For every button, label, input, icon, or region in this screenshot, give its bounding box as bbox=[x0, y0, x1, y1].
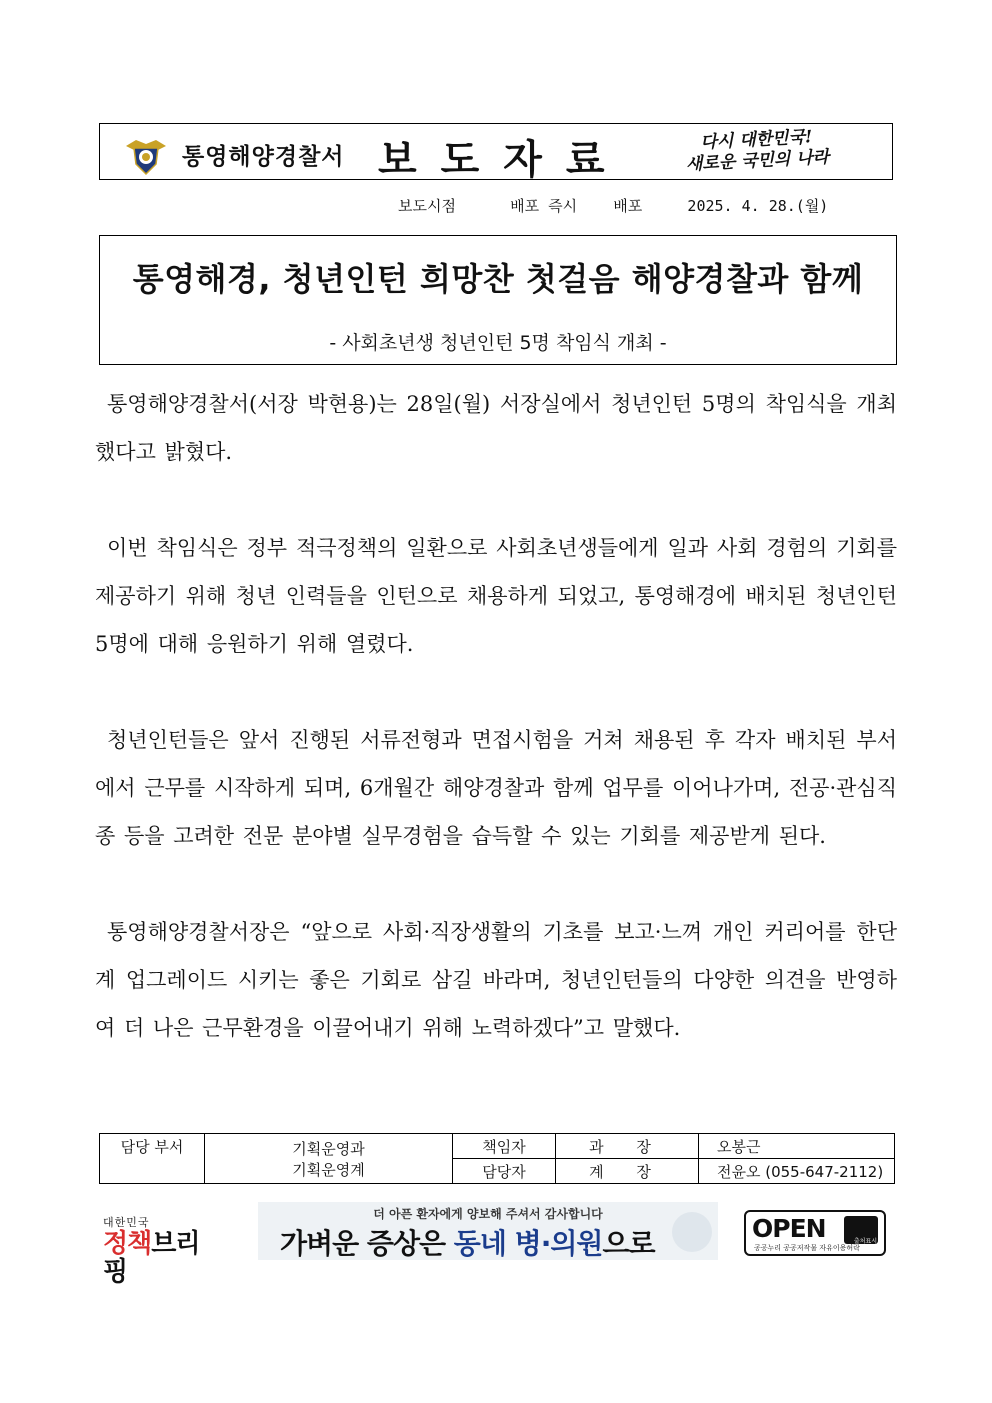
dept-unit-cell bbox=[205, 1134, 453, 1184]
position-cell: 계 장 bbox=[556, 1159, 699, 1184]
campaign-banner[interactable] bbox=[258, 1202, 718, 1260]
headline-subtitle: - 사회초년생 청년인턴 5명 착임식 개최 - bbox=[329, 332, 667, 354]
contact-table bbox=[99, 1133, 895, 1184]
release-label: 보도시점 bbox=[398, 197, 456, 215]
banner-small-text: 더 아픈 환자에게 양보해 주셔서 감사합니다 bbox=[373, 1207, 603, 1221]
open-text: OPEN bbox=[752, 1214, 826, 1243]
dept-line-2: 기획운영계 bbox=[292, 1160, 365, 1179]
paragraph: 통영해양경찰서(서장 박현용)는 28일(월) 서장실에서 청년인턴 5명의 착임식을 개최했다고 밝혔다. bbox=[95, 392, 897, 464]
banner-big-c: 으로 bbox=[602, 1227, 655, 1260]
release-info bbox=[398, 195, 828, 216]
position-cell: 과 장 bbox=[556, 1134, 699, 1159]
open-license-badge[interactable] bbox=[744, 1210, 886, 1256]
paragraph: 청년인턴들은 앞서 진행된 서류전형과 면접시험을 거쳐 채용된 후 각자 배치된 부서에서 근무를 시작하게 되며, 6개월간 해양경찰과 함께 업무를 이어나가며, 전공·관심직종 등을 고려한 전문 분야별 실무경험을 습득할 수 있는 기회를 제공받게 된다. bbox=[95, 728, 897, 848]
slogan-line-1: 다시 대한민국! bbox=[700, 127, 813, 153]
brief-big-text bbox=[103, 1230, 213, 1286]
brief-big-b: 브리핑 bbox=[103, 1229, 200, 1287]
footer bbox=[0, 1200, 992, 1287]
slogan bbox=[661, 125, 853, 177]
dept-line-1: 기획운영과 bbox=[292, 1139, 365, 1158]
dept-label-cell: 담당 부서 bbox=[100, 1134, 205, 1184]
policy-briefing-logo[interactable] bbox=[103, 1214, 213, 1286]
release-date: 2025. 4. 28.(월) bbox=[687, 197, 829, 215]
name-cell: 전윤오 (055-647-2112) bbox=[699, 1159, 895, 1184]
press-release-title: 보도자료 bbox=[378, 136, 629, 183]
brief-big-a: 정책 bbox=[103, 1229, 152, 1259]
headline-box bbox=[99, 235, 897, 365]
banner-big-a: 가벼운 증상은 bbox=[280, 1227, 454, 1260]
role-cell: 담당자 bbox=[453, 1159, 556, 1184]
open-badge-text: 출처표시 bbox=[853, 1238, 877, 1245]
article-body bbox=[95, 380, 897, 1100]
paragraph: 통영해양경찰서장은 “앞으로 사회·직장생활의 기초를 보고·느껴 개인 커리어를 한단계 업그레이드 시키는 좋은 기회로 삼길 바라며, 청년인턴들의 다양한 의견을 반영하여 더 나은 근무환경을 이끌어내기 위해 노력하겠다”고 말했다. bbox=[95, 920, 897, 1040]
banner-big-b: 동네 병·의원 bbox=[453, 1227, 603, 1260]
paragraph: 이번 착임식은 정부 적극정책의 일환으로 사회초년생들에게 일과 사회 경험의 기회를 제공하기 위해 청년 인력들을 인턴으로 채용하게 되었고, 통영해경에 배치된 청년인턴 5명에 대해 응원하기 위해 열렸다. bbox=[95, 536, 897, 656]
name-cell: 오봉근 bbox=[699, 1134, 895, 1159]
distribution-label: 배포 bbox=[613, 197, 643, 215]
open-sub-text: 공공누리 공공저작물 자유이용허락 bbox=[754, 1244, 860, 1252]
headline-title: 통영해경, 청년인턴 희망찬 첫걸음 해양경찰과 함께 bbox=[132, 260, 864, 298]
press-header bbox=[99, 123, 893, 183]
coast-guard-emblem-icon bbox=[124, 132, 168, 176]
agency-name: 통영해양경찰서 bbox=[182, 144, 345, 170]
role-cell: 책임자 bbox=[453, 1134, 556, 1159]
brief-small-text: 대한민국 bbox=[103, 1216, 150, 1229]
release-timing: 배포 즉시 bbox=[510, 197, 578, 215]
slogan-line-2: 새로운 국민의 나라 bbox=[685, 147, 830, 175]
banner-big-text bbox=[280, 1222, 655, 1260]
medicine-icon bbox=[672, 1212, 712, 1252]
table-row bbox=[100, 1134, 895, 1159]
